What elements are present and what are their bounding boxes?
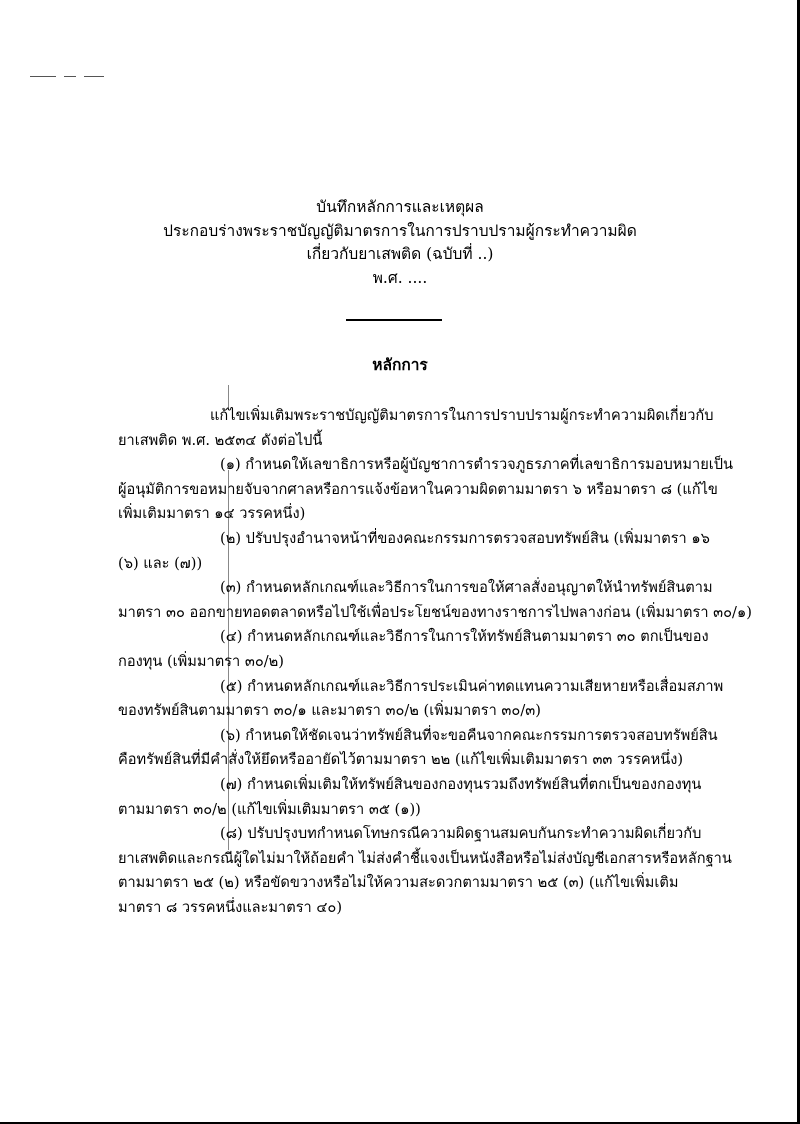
scan-dash-mark	[30, 76, 56, 77]
list-item-first-line: (๖) กำหนดให้ชัดเจนว่าทรัพย์สินที่จะขอคืนจากคณะกรรมการตรวจสอบทรัพย์สิน	[220, 726, 718, 744]
header-subtitle-cont: เกี่ยวกับยาเสพติด (ฉบับที่ ..)	[306, 245, 494, 263]
list-item-continuation: (๖) และ (๗))	[118, 554, 203, 572]
list-item-first-line: (๔) กำหนดหลักเกณฑ์และวิธีการในการให้ทรัพย์สินตามมาตรา ๓๐ ตกเป็นของ	[220, 628, 709, 646]
header-year: พ.ศ. ....	[372, 268, 428, 287]
list-item-continuation: ตามมาตรา ๓๐/๒ (แก้ไขเพิ่มเติมมาตรา ๓๕ (๑))	[118, 800, 421, 818]
header-subtitle: ประกอบร่างพระราชบัญญัติมาตรการในการปราบปรามผู้กระทำความผิด	[163, 221, 637, 240]
list-item-first-line: (๑) กำหนดให้เลขาธิการหรือผู้บัญชาการตำรวจภูธรภาคที่เลขาธิการมอบหมายเป็น	[220, 456, 734, 474]
intro-line: แก้ไขเพิ่มเติมพระราชบัญญัติมาตรการในการปราบปรามผู้กระทำความผิดเกี่ยวกับ	[210, 407, 714, 424]
section-title: หลักการ	[372, 355, 428, 374]
list-item-continuation: กองทุน (เพิ่มมาตรา ๓๐/๒)	[118, 652, 284, 670]
header-divider	[346, 319, 442, 321]
list-item-continuation: ของทรัพย์สินตามมาตรา ๓๐/๑ และมาตรา ๓๐/๒ (เพิ่มมาตรา ๓๐/๓)	[118, 702, 541, 720]
list-item-continuation: คือทรัพย์สินที่มีคำสั่งให้ยึดหรืออายัดไว้ตามมาตรา ๒๒ (แก้ไขเพิ่มเติมมาตรา ๓๓ วรรคหนึ่ง)	[118, 751, 684, 769]
list-item-continuation: ตามมาตรา ๒๕ (๒) หรือขัดขวางหรือไม่ให้ความสะดวกตามมาตรา ๒๕ (๓) (แก้ไขเพิ่มเติม	[118, 874, 679, 892]
list-item-continuation: ยาเสพติดและกรณีผู้ใดไม่มาให้ถ้อยคำ ไม่ส่งคำชี้แจงเป็นหนังสือหรือไม่ส่งบัญชีเอกสารหรือหลักฐาน	[118, 849, 732, 867]
list-item-first-line: (๒) ปรับปรุงอำนาจหน้าที่ของคณะกรรมการตรวจสอบทรัพย์สิน (เพิ่มมาตรา ๑๖	[220, 529, 710, 547]
header-title: บันทึกหลักการและเหตุผล	[316, 198, 484, 216]
list-item-continuation: มาตรา ๘ วรรคหนึ่งและมาตรา ๔๐)	[118, 898, 343, 916]
list-item-continuation: มาตรา ๓๐ ออกขายทอดตลาดหรือไปใช้เพื่อประโยชน์ของทางราชการไปพลางก่อน (เพิ่มมาตรา ๓๐/๑)	[118, 603, 752, 621]
list-item-first-line: (๓) กำหนดหลักเกณฑ์และวิธีการในการขอให้ศาลสั่งอนุญาตให้นำทรัพย์สินตาม	[220, 579, 713, 597]
document-header	[0, 196, 800, 290]
list-item-continuation: เพิ่มเติมมาตรา ๑๔ วรรคหนึ่ง)	[118, 505, 306, 523]
list-item-first-line: (๗) กำหนดเพิ่มเติมให้ทรัพย์สินของกองทุนรวมถึงทรัพย์สินที่ตกเป็นของกองทุน	[220, 775, 702, 793]
intro-line: ยาเสพติด พ.ศ. ๒๕๓๔ ดังต่อไปนี้	[118, 431, 323, 449]
list-item-first-line: (๘) ปรับปรุงบทกำหนดโทษกรณีความผิดฐานสมคบกันกระทำความผิดเกี่ยวกับ	[220, 825, 702, 843]
scan-dash-mark	[84, 76, 104, 77]
scan-dash-mark	[64, 76, 76, 77]
document-body	[118, 404, 752, 920]
list-item-continuation: ผู้อนุมัติการขอหมายจับจากศาลหรือการแจ้งข้อหาในความผิดตามมาตรา ๖ หรือมาตรา ๘ (แก้ไข	[118, 480, 718, 498]
list-item-first-line: (๕) กำหนดหลักเกณฑ์และวิธีการประเมินค่าทดแทนความเสียหายหรือเสื่อมสภาพ	[220, 677, 724, 695]
